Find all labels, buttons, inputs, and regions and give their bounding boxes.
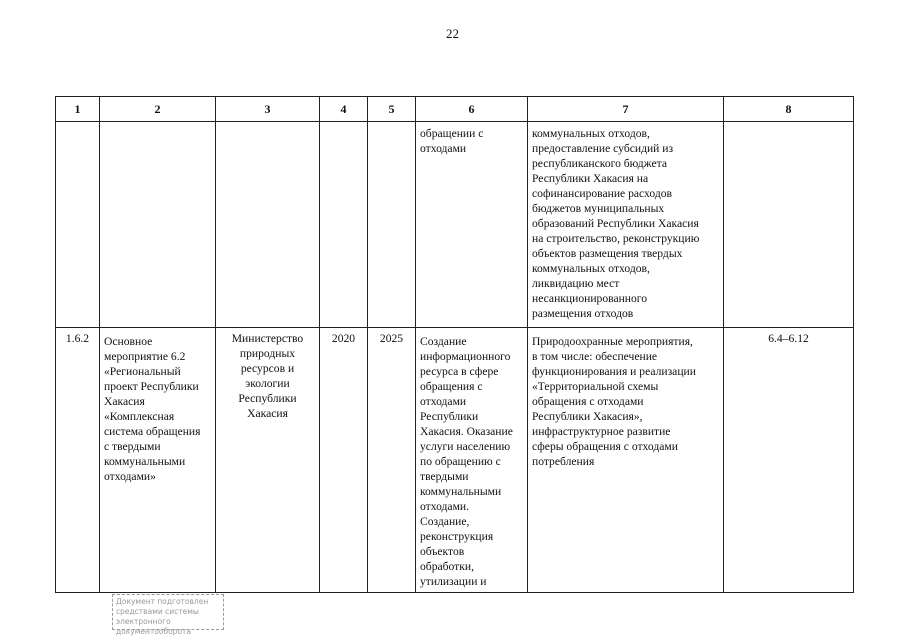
column-header-2: 2: [100, 97, 216, 122]
cell-expected-result: обращении с отходами: [416, 122, 528, 328]
column-header-5: 5: [368, 97, 416, 122]
cell-indicators: 6.4–6.12: [724, 328, 854, 593]
cell-number: 1.6.2: [56, 328, 100, 593]
cell-number: [56, 122, 100, 328]
cell-start-year: 2020: [320, 328, 368, 593]
table-row: [56, 122, 854, 328]
cell-expected-result: Создание информационного ресурса в сфере обращения с отходами Республики Хакасия. Оказание услуги населению по обращению с твердыми коммунальными отходами. Создание, реконструкция объектов обработки, утилизации и: [416, 328, 528, 593]
column-header-3: 3: [216, 97, 320, 122]
column-header-7: 7: [528, 97, 724, 122]
cell-start-year: [320, 122, 368, 328]
column-header-8: 8: [724, 97, 854, 122]
cell-end-year: 2025: [368, 328, 416, 593]
cell-directions: коммунальных отходов, предоставление субсидий из республиканского бюджета Республики Хакасия на софинансирование расходов бюджетов муниципальных образований Республики Хакасия на строительство, реконструкцию объектов размещения твердых коммунальных отходов, ликвидацию мест несанкционированного размещения отходов: [528, 122, 724, 328]
column-header-6: 6: [416, 97, 528, 122]
cell-executor: Министерство природных ресурсов и экологии Республики Хакасия: [216, 328, 320, 593]
cell-executor: [216, 122, 320, 328]
cell-indicators: [724, 122, 854, 328]
column-header-1: 1: [56, 97, 100, 122]
table-row: [56, 328, 854, 593]
column-header-4: 4: [320, 97, 368, 122]
cell-end-year: [368, 122, 416, 328]
page-number: 22: [446, 26, 459, 41]
cell-activity-name: [100, 122, 216, 328]
cell-activity-name: Основное мероприятие 6.2 «Региональный проект Республики Хакасия «Комплексная система обращения с твердыми коммунальными отходами»: [100, 328, 216, 593]
cell-directions: Природоохранные мероприятия, в том числе: обеспечение функционирования и реализации «Территориальной схемы обращения с отходами Республики Хакасия», инфраструктурное развитие сферы обращения с отходами потребления: [528, 328, 724, 593]
document-stamp: Документ подготовлен средствами системы электронного документооборота: [112, 594, 224, 630]
table-header-row: [56, 97, 854, 122]
program-table: [55, 96, 854, 593]
